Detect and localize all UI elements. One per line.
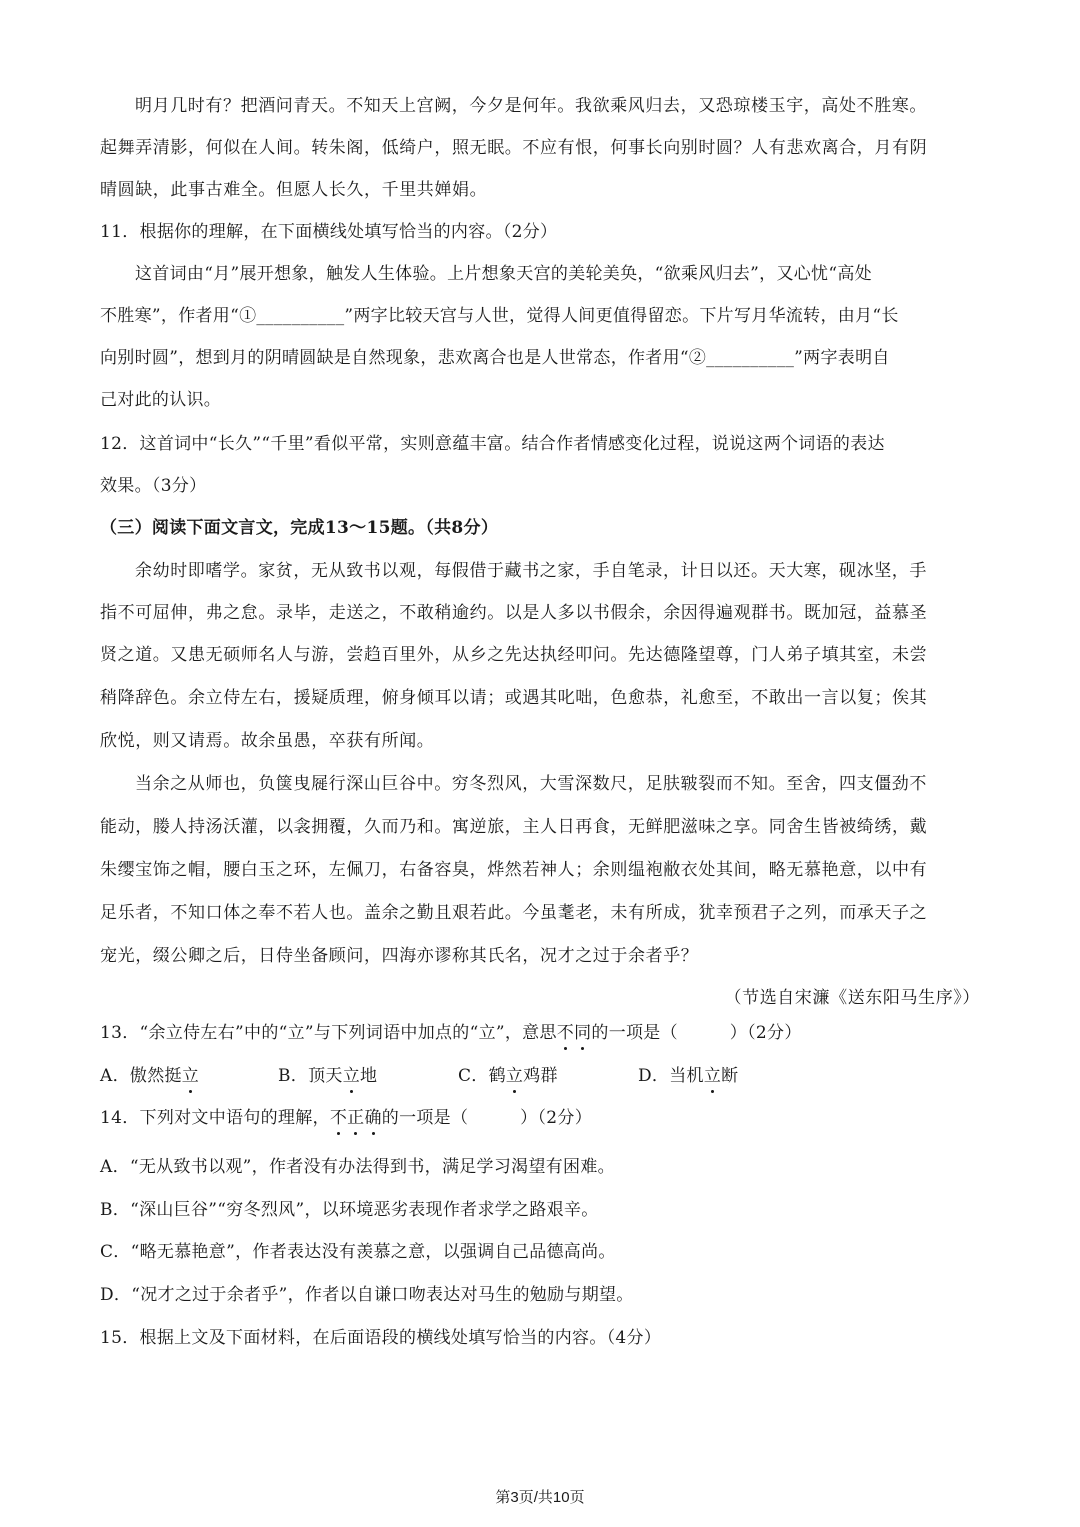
- option-13-d[interactable]: [638, 1064, 738, 1088]
- passage-p2-line-2: 能动，媵人持汤沃灌，以衾拥覆，久而乃和。寓逆旅，主人日再食，无鲜肥滋味之享。同舍生皆被绮绣，戴: [100, 817, 928, 837]
- dotted-char: 正: [347, 1108, 365, 1128]
- option-letter: C．: [458, 1066, 489, 1086]
- passage-p2-line-1: 当余之从师也，负箧曳屣行深山巨谷中。穷冬烈风，大雪深数尺，足肤皲裂而不知。至舍，四支僵劲不: [135, 774, 927, 794]
- question-14-stem-text: 14．下列对文中语句的理解，: [100, 1108, 330, 1128]
- question-11-paragraph-line-4: 己对此的认识。: [100, 390, 222, 410]
- poem-line-1: 明月几时有？把酒问青天。不知天上宫阙，今夕是何年。我欲乘风归去，又恐琼楼玉宇，高处不胜寒。: [135, 96, 927, 116]
- passage-p1-line-5: 欣悦，则又请焉。故余虽愚，卒获有所闻。: [100, 731, 435, 751]
- question-15-stem: 15．根据上文及下面材料，在后面语段的横线处填写恰当的内容。（4分）: [100, 1328, 662, 1348]
- poem-line-3: 晴圆缺，此事古难全。但愿人长久，千里共婵娟。: [100, 180, 488, 200]
- option-letter: A．: [100, 1066, 130, 1086]
- question-14-emphasis: [330, 1108, 382, 1128]
- dotted-char: 同: [574, 1023, 592, 1043]
- option-14-a[interactable]: A．“无从致书以观”，作者没有办法得到书，满足学习渴望有困难。: [100, 1157, 615, 1177]
- option-13-a[interactable]: [100, 1064, 199, 1088]
- option-14-d[interactable]: D．“况才之过于余者乎”，作者以自谦口吻表达对马生的勉励与期望。: [100, 1285, 634, 1305]
- option-text: 顶天: [308, 1066, 343, 1086]
- passage-p1-line-3: 贤之道。又患无硕师名人与游，尝趋百里外，从乡之先达执经叩问。先达德隆望尊，门人弟子填其室，未尝: [100, 645, 928, 665]
- question-12-line-1: 12．这首词中“长久”“千里”看似平常，实则意蕴丰富。结合作者情感变化过程，说说这两个词语的表达: [100, 434, 885, 454]
- option-letter: B．: [278, 1066, 309, 1086]
- question-12-line-2: 效果。（3分）: [100, 476, 207, 496]
- section-3-heading: （三）阅读下面文言文，完成13～15题。（共8分）: [100, 518, 499, 538]
- dotted-char: 确: [364, 1108, 382, 1128]
- question-13-stem: [100, 1021, 980, 1045]
- option-14-c[interactable]: C．“略无慕艳意”，作者表达没有羡慕之意，以强调自己品德高尚。: [100, 1242, 616, 1262]
- dotted-char: 立: [703, 1066, 722, 1086]
- passage-p1-line-1: 余幼时即嗜学。家贫，无从致书以观，每假借于藏书之家，手自笔录，计日以还。天大寒，砚冰坚，手: [135, 561, 927, 581]
- question-14-stem: [100, 1106, 980, 1130]
- poem-line-2: 起舞弄清影，何似在人间。转朱阁，低绮户，照无眠。不应有恨，何事长向别时圆？人有悲欢离合，月有阴: [100, 138, 928, 158]
- dotted-char: 立: [342, 1066, 361, 1086]
- dotted-char: 立: [181, 1066, 200, 1086]
- option-13-b[interactable]: [278, 1064, 377, 1088]
- passage-p2-line-5: 宠光，缀公卿之后，日侍坐备顾问，四海亦谬称其氏名，况才之过于余者乎？: [100, 946, 699, 966]
- question-13-stem-tail: 的一项是（ ）（2分）: [591, 1023, 802, 1043]
- dotted-char: 立: [505, 1066, 524, 1086]
- page-number: 第3页/共10页: [495, 1489, 585, 1506]
- option-13-c[interactable]: [458, 1064, 558, 1088]
- option-text: 当机: [669, 1066, 704, 1086]
- option-text-tail: 鸡群: [523, 1066, 558, 1086]
- question-11-stem: 11．根据你的理解，在下面横线处填写恰当的内容。（2分）: [100, 222, 558, 242]
- passage-p1-line-2: 指不可屈伸，弗之怠。录毕，走送之，不敢稍逾约。以是人多以书假余，余因得遍观群书。既加冠，益慕圣: [100, 603, 928, 623]
- option-text: 鹤: [488, 1066, 506, 1086]
- question-14-stem-tail: 的一项是（ ）（2分）: [381, 1108, 592, 1128]
- passage-source: （节选自宋濂《送东阳马生序》）: [724, 988, 980, 1008]
- question-11-paragraph-line-1: 这首词由“月”展开想象，触发人生体验。上片想象天宫的美轮美奂，“欲乘风归去”，又心忧“高处: [135, 264, 872, 284]
- option-text-tail: 断: [721, 1066, 739, 1086]
- question-13-stem-text: 13．“余立侍左右”中的“立”与下列词语中加点的“立”，意思: [100, 1023, 557, 1043]
- option-text-tail: 地: [360, 1066, 378, 1086]
- dotted-char: 不: [329, 1108, 348, 1128]
- passage-p1-line-4: 稍降辞色。余立侍左右，援疑质理，俯身倾耳以请；或遇其叱咄，色愈恭，礼愈至，不敢出一言以复；俟其: [100, 688, 928, 708]
- passage-p2-line-4: 足乐者，不知口体之奉不若人也。盖余之勤且艰若此。今虽耄老，未有所成，犹幸预君子之列，而承天子之: [100, 903, 928, 923]
- option-letter: D．: [638, 1066, 670, 1086]
- option-text: 傲然挺: [129, 1066, 182, 1086]
- question-11-paragraph-line-3: 向别时圆”，想到月的阴晴圆缺是自然现象，悲欢离合也是人世常态，作者用“②__________”两字表明自: [100, 348, 890, 368]
- dotted-char: 不: [556, 1023, 575, 1043]
- option-14-b[interactable]: B．“深山巨谷”“穷冬烈风”，以环境恶劣表现作者求学之路艰辛。: [100, 1200, 599, 1220]
- question-13-emphasis: [557, 1023, 592, 1043]
- question-11-paragraph-line-2: 不胜寒”，作者用“①__________”两字比较天宫与人世，觉得人间更值得留恋。下片写月华流转，由月“长: [100, 306, 899, 326]
- passage-p2-line-3: 朱缨宝饰之帽，腰白玉之环，左佩刀，右备容臭，烨然若神人；余则缊袍敝衣处其间，略无慕艳意，以中有: [100, 860, 928, 880]
